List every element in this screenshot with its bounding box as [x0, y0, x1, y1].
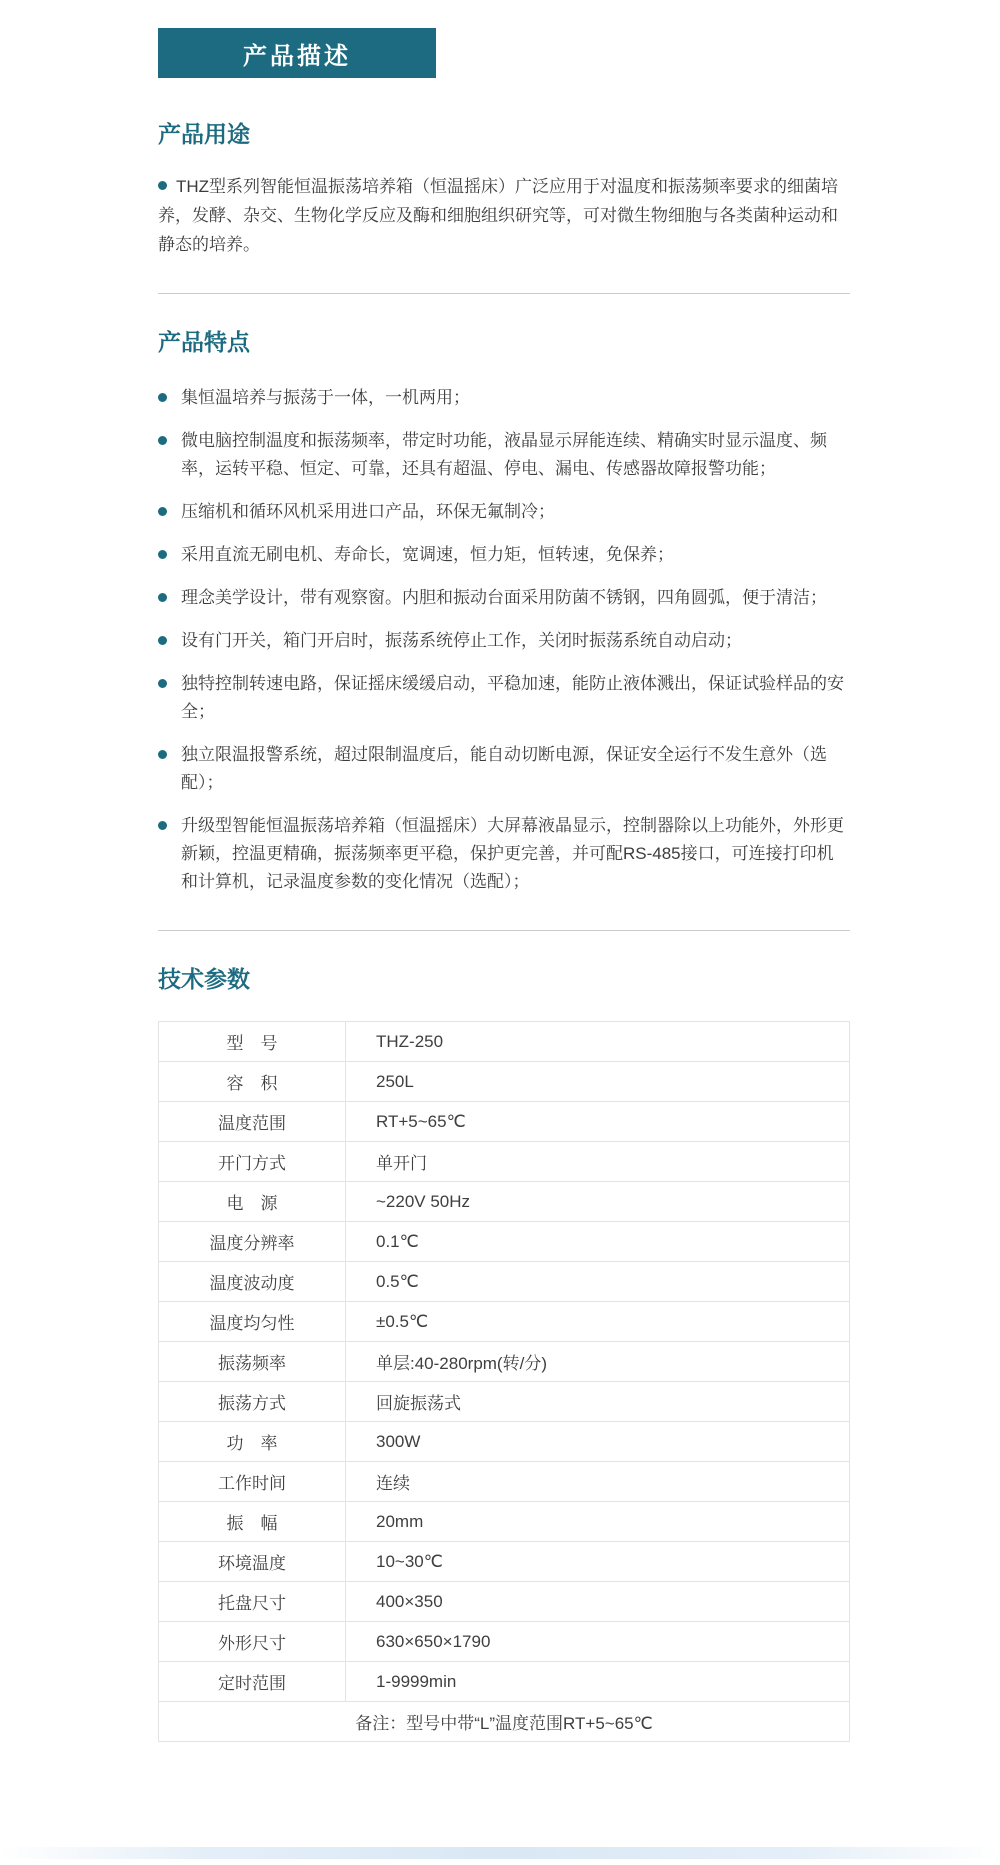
- feature-text: 压缩机和循环风机采用进口产品，环保无氟制冷；: [181, 502, 555, 521]
- feature-text: 设有门开关，箱门开启时，振荡系统停止工作，关闭时振荡系统自动启动；: [181, 631, 742, 650]
- spec-label: 环境温度: [159, 1542, 346, 1582]
- bullet-icon: [158, 821, 167, 830]
- spec-value: 回旋振荡式: [346, 1382, 850, 1422]
- feature-text: 升级型智能恒温振荡培养箱（恒温摇床）大屏幕液晶显示，控制器除以上功能外，外形更新颖，控温更精确，振荡频率更平稳，保护更完善，并可配RS-485接口，可连接打印机和计算机，记录温度参数的变化情况（选配）；: [181, 816, 844, 891]
- spec-row: [159, 1502, 850, 1542]
- spec-value: 400×350: [346, 1582, 850, 1622]
- spec-value: RT+5~65℃: [346, 1102, 850, 1142]
- spec-label: 工作时间: [159, 1462, 346, 1502]
- spec-value: 连续: [346, 1462, 850, 1502]
- feature-item: [158, 384, 850, 412]
- spec-value: 630×650×1790: [346, 1622, 850, 1662]
- spec-label: 外形尺寸: [159, 1622, 346, 1662]
- section-banner: [158, 28, 436, 78]
- feature-text: 采用直流无刷电机、寿命长，宽调速，恒力矩，恒转速，免保养；: [181, 545, 674, 564]
- usage-paragraph: [158, 172, 850, 259]
- spec-label: 托盘尺寸: [159, 1582, 346, 1622]
- bullet-icon: [158, 436, 167, 445]
- spec-value: 300W: [346, 1422, 850, 1462]
- bullet-icon: [158, 393, 167, 402]
- spec-label: 功 率: [159, 1422, 346, 1462]
- spec-row: [159, 1662, 850, 1702]
- spec-label: 开门方式: [159, 1142, 346, 1182]
- bullet-icon: [158, 181, 167, 190]
- spec-label: 容 积: [159, 1062, 346, 1102]
- specs-section-title: 技术参数: [158, 966, 250, 992]
- spec-row: [159, 1582, 850, 1622]
- spec-label: 温度波动度: [159, 1262, 346, 1302]
- spec-row: [159, 1262, 850, 1302]
- bullet-icon: [158, 750, 167, 759]
- specs-table: [158, 1021, 850, 1742]
- usage-text: THZ型系列智能恒温振荡培养箱（恒温摇床）广泛应用于对温度和振荡频率要求的细菌培养，发酵、杂交、生物化学反应及酶和细胞组织研究等，可对微生物细胞与各类菌种运动和静态的培养。: [158, 177, 839, 254]
- feature-item: [158, 812, 850, 896]
- feature-text: 微电脑控制温度和振荡频率，带定时功能，液晶显示屏能连续、精确实时显示温度、频率，运转平稳、恒定、可靠，还具有超温、停电、漏电、传感器故障报警功能；: [181, 431, 827, 478]
- spec-row: [159, 1462, 850, 1502]
- banner-title: 产品描述: [243, 42, 351, 70]
- spec-label: 振荡方式: [159, 1382, 346, 1422]
- spec-note-row: [159, 1702, 850, 1742]
- spec-value: 单层:40-280rpm(转/分): [346, 1342, 850, 1382]
- bullet-icon: [158, 679, 167, 688]
- spec-value: 250L: [346, 1062, 850, 1102]
- feature-item: [158, 741, 850, 797]
- bullet-icon: [158, 507, 167, 516]
- spec-value: 0.5℃: [346, 1262, 850, 1302]
- section-divider: [158, 930, 850, 931]
- spec-row: [159, 1622, 850, 1662]
- bullet-icon: [158, 550, 167, 559]
- spec-value: 10~30℃: [346, 1542, 850, 1582]
- spec-value: 20mm: [346, 1502, 850, 1542]
- spec-label: 振荡频率: [159, 1342, 346, 1382]
- features-section-title: 产品特点: [158, 329, 250, 355]
- spec-row: [159, 1302, 850, 1342]
- bullet-icon: [158, 636, 167, 645]
- bullet-icon: [158, 593, 167, 602]
- spec-label: 定时范围: [159, 1662, 346, 1702]
- bottom-gradient-bar: [0, 1847, 1000, 1859]
- features-list: [158, 384, 850, 896]
- feature-item: [158, 498, 850, 526]
- spec-row: [159, 1142, 850, 1182]
- spec-value: 1-9999min: [346, 1662, 850, 1702]
- spec-row: [159, 1422, 850, 1462]
- spec-row: [159, 1542, 850, 1582]
- spec-row: [159, 1182, 850, 1222]
- spec-row: [159, 1062, 850, 1102]
- feature-text: 独立限温报警系统，超过限制温度后，能自动切断电源，保证安全运行不发生意外（选配）；: [181, 745, 827, 792]
- feature-item: [158, 584, 850, 612]
- spec-value: ~220V 50Hz: [346, 1182, 850, 1222]
- spec-row: [159, 1342, 850, 1382]
- section-divider: [158, 293, 850, 294]
- spec-row: [159, 1102, 850, 1142]
- spec-value: THZ-250: [346, 1022, 850, 1062]
- spec-label: 温度分辨率: [159, 1222, 346, 1262]
- spec-row: [159, 1022, 850, 1062]
- feature-item: [158, 627, 850, 655]
- spec-label: 温度均匀性: [159, 1302, 346, 1342]
- product-description-page: [0, 28, 1000, 1865]
- spec-row: [159, 1222, 850, 1262]
- spec-label: 振 幅: [159, 1502, 346, 1542]
- feature-text: 集恒温培养与振荡于一体，一机两用；: [181, 388, 470, 407]
- feature-item: [158, 670, 850, 726]
- spec-label: 电 源: [159, 1182, 346, 1222]
- feature-text: 理念美学设计，带有观察窗。内胆和振动台面采用防菌不锈钢，四角圆弧，便于清洁；: [181, 588, 827, 607]
- feature-item: [158, 541, 850, 569]
- spec-label: 温度范围: [159, 1102, 346, 1142]
- usage-section-title: 产品用途: [158, 121, 250, 147]
- spec-label: 型 号: [159, 1022, 346, 1062]
- spec-row: [159, 1382, 850, 1422]
- spec-value: 0.1℃: [346, 1222, 850, 1262]
- spec-note: 备注：型号中带“L”温度范围RT+5~65℃: [159, 1702, 850, 1742]
- feature-item: [158, 427, 850, 483]
- spec-value: 单开门: [346, 1142, 850, 1182]
- feature-text: 独特控制转速电路，保证摇床缓缓启动，平稳加速，能防止液体溅出，保证试验样品的安全；: [181, 674, 844, 721]
- spec-value: ±0.5℃: [346, 1302, 850, 1342]
